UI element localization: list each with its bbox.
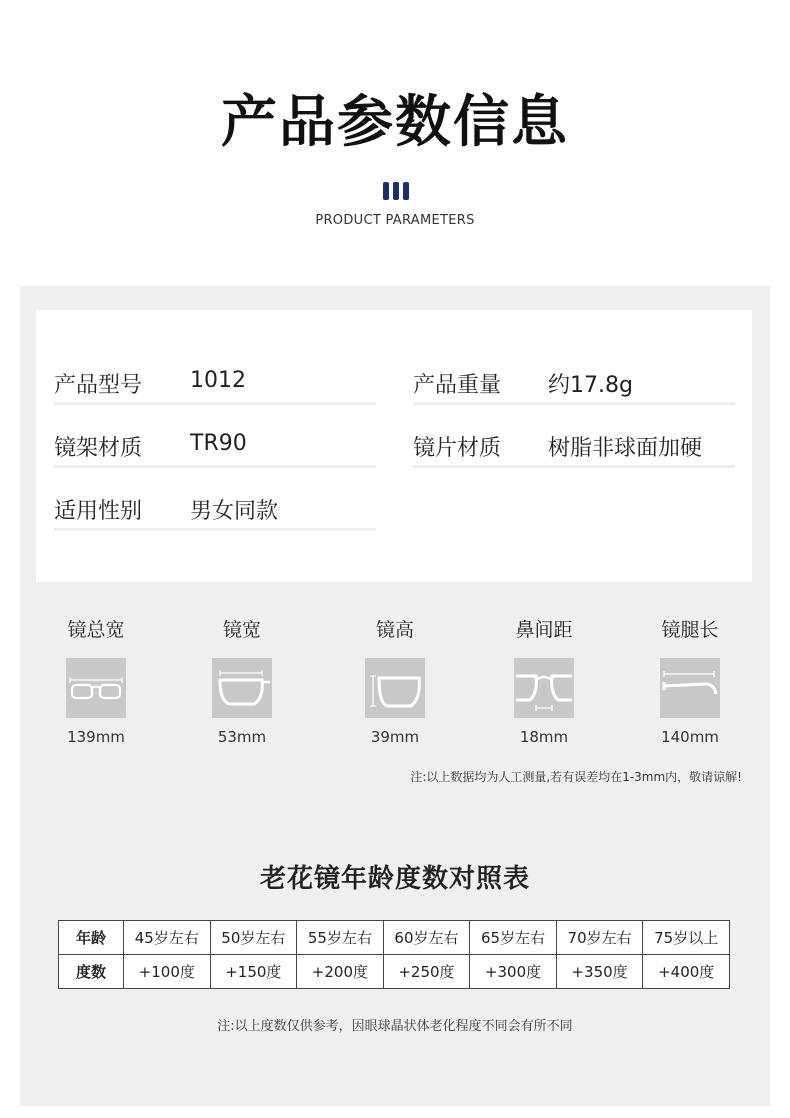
measurement-temple-length — [630, 616, 750, 746]
spec-label-model: 产品型号 — [54, 373, 143, 398]
header-section — [0, 0, 790, 286]
content-panel — [20, 286, 770, 1106]
measurement-value: 139mm — [67, 728, 125, 746]
table-cell: 65岁左右 — [470, 921, 557, 955]
table-row-header: 度数 — [59, 955, 124, 989]
table-cell: +300度 — [470, 955, 557, 989]
table-cell: 55岁左右 — [297, 921, 384, 955]
measurement-value: 140mm — [661, 728, 719, 746]
lens-height-icon — [365, 658, 425, 718]
measurement-name: 镜腿长 — [661, 619, 719, 641]
spec-value-model: 1012 — [190, 368, 246, 393]
spec-value-frame-material: TR90 — [190, 431, 247, 456]
glasses-total-width-icon — [66, 658, 126, 718]
measurement-note: 注:以上数据均为人工测量,若有误差均在1-3mm内，敬请谅解! — [410, 770, 742, 784]
page-subtitle: PRODUCT PARAMETERS — [315, 213, 475, 228]
table-cell: 75岁以上 — [643, 921, 730, 955]
table-cell: 60岁左右 — [383, 921, 470, 955]
divider — [413, 402, 735, 405]
age-table-title: 老花镜年龄度数对照表 — [259, 864, 530, 894]
spec-label-gender: 适用性别 — [54, 499, 143, 524]
accent-bars-icon — [383, 182, 409, 200]
spec-label-weight: 产品重量 — [413, 373, 502, 398]
table-cell: 50岁左右 — [210, 921, 297, 955]
measurement-total-width — [36, 616, 156, 746]
measurement-value: 18mm — [519, 728, 569, 746]
measurement-name: 鼻间距 — [515, 619, 573, 641]
measurement-name: 镜宽 — [222, 619, 261, 641]
age-degree-table — [58, 920, 730, 989]
spec-value-gender: 男女同款 — [190, 499, 279, 524]
divider — [54, 465, 376, 468]
divider — [54, 528, 376, 531]
measurement-name: 镜高 — [375, 619, 414, 641]
table-cell: 70岁左右 — [556, 921, 643, 955]
measurement-row — [20, 616, 770, 756]
measurement-lens-width — [182, 616, 302, 746]
measurement-bridge-width — [484, 616, 604, 746]
table-cell: +350度 — [556, 955, 643, 989]
spec-value-lens-material: 树脂非球面加硬 — [548, 436, 703, 461]
table-row — [59, 921, 730, 955]
table-cell: +250度 — [383, 955, 470, 989]
table-note: 注:以上度数仅供参考，因眼球晶状体老化程度不同会有所不同 — [217, 1019, 573, 1034]
table-row-header: 年龄 — [59, 921, 124, 955]
table-row — [59, 955, 730, 989]
table-cell: +200度 — [297, 955, 384, 989]
spec-card — [36, 310, 752, 582]
table-cell: 45岁左右 — [124, 921, 211, 955]
measurement-value: 39mm — [370, 728, 420, 746]
bridge-width-icon — [514, 658, 574, 718]
temple-length-icon — [660, 658, 720, 718]
measurement-lens-height — [335, 616, 455, 746]
page-title: 产品参数信息 — [221, 90, 569, 155]
table-cell: +150度 — [210, 955, 297, 989]
table-cell: +100度 — [124, 955, 211, 989]
spec-label-frame-material: 镜架材质 — [54, 436, 143, 461]
divider — [413, 465, 735, 468]
table-cell: +400度 — [643, 955, 730, 989]
divider — [54, 402, 376, 405]
measurement-name: 镜总宽 — [67, 619, 125, 641]
spec-value-weight: 约17.8g — [548, 373, 633, 398]
lens-width-icon — [212, 658, 272, 718]
measurement-value: 53mm — [217, 728, 267, 746]
spec-label-lens-material: 镜片材质 — [413, 436, 502, 461]
